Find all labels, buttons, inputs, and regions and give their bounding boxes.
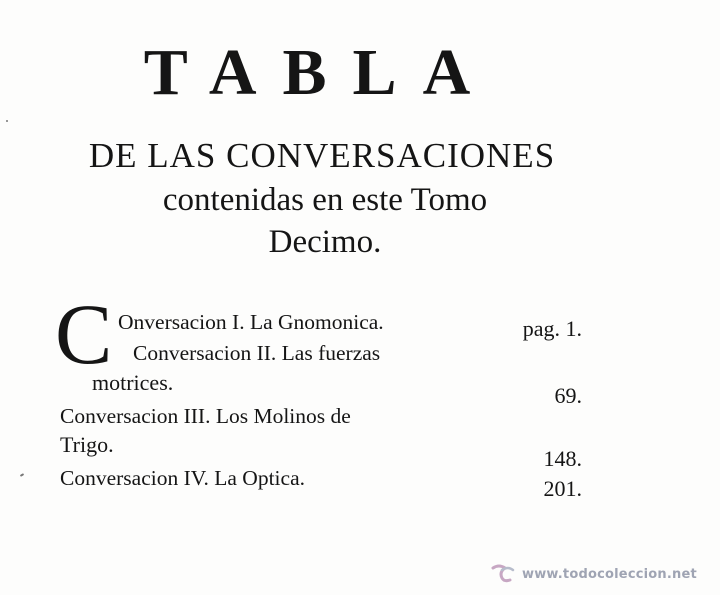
description-line-2: Decimo. — [268, 224, 382, 260]
entry-2-text-line-1: Conversacion II. Las fuerzas — [133, 341, 381, 365]
entry-2-page: 69. — [554, 383, 582, 408]
drop-cap: C — [55, 286, 113, 382]
watermark — [490, 562, 697, 586]
entry-2-text-line-2: motrices. — [92, 370, 174, 395]
entry-3-page: 148. — [543, 446, 582, 471]
entry-4-page: 201. — [543, 476, 582, 501]
entry-1-page: pag. 1. — [522, 316, 582, 341]
watermark-text: www.todocoleccion.net — [522, 566, 697, 582]
todocoleccion-logo-icon — [490, 562, 516, 586]
entry-1-text: Onversacion I. La Gnomonica. — [118, 310, 384, 334]
entry-3-text-line-2: Trigo. — [60, 432, 114, 457]
paper-speck — [6, 120, 8, 122]
page-title: TABLA — [143, 36, 497, 109]
entry-4-text: Conversacion IV. La Optica. — [60, 466, 305, 490]
description-line-1: contenidas en este Tomo — [162, 182, 488, 218]
entry-3-text-line-1: Conversacion III. Los Molinos de — [60, 404, 351, 428]
page-subtitle: DE LAS CONVERSACIONES — [88, 136, 556, 175]
paper-speck — [20, 473, 24, 477]
